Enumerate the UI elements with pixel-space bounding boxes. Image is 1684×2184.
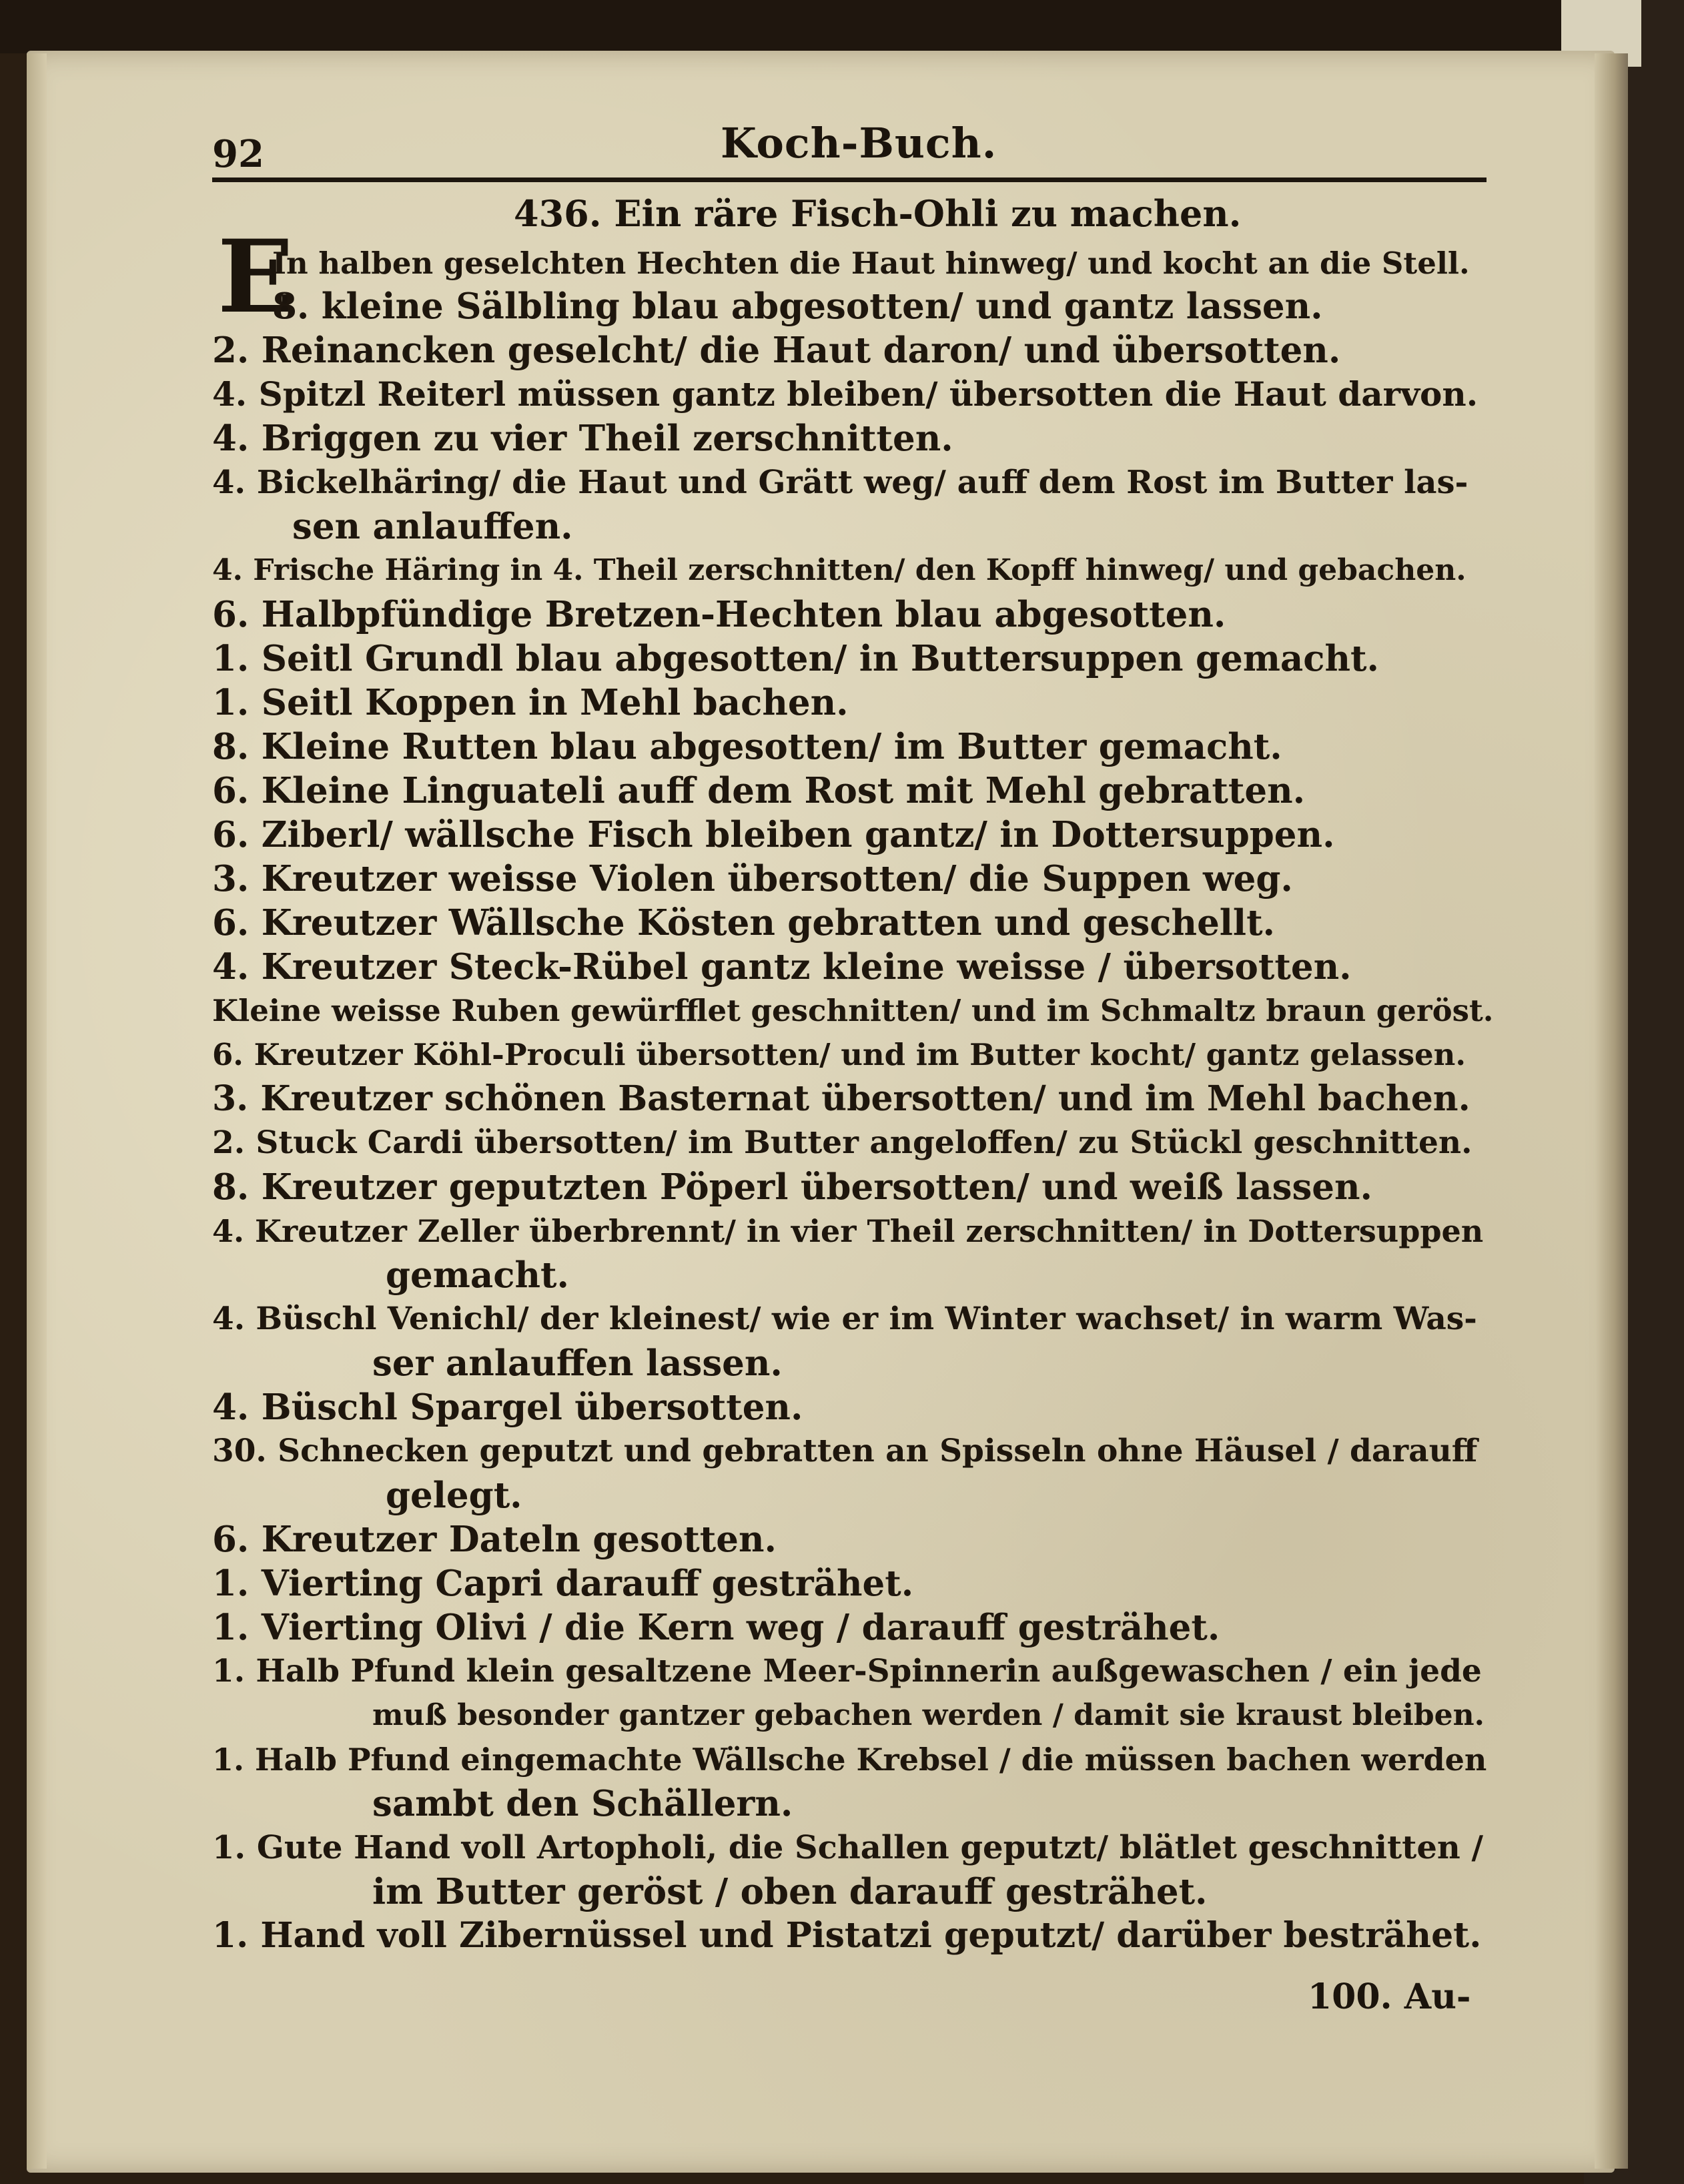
text-line: 1. Vierting Olivi / die Kern weg / darauff gesträhet. (212, 1607, 1220, 1648)
text-line: 1. Gute Hand voll Artopholi, die Schallen geputzt/ blätlet geschnitten / (212, 1829, 1484, 1866)
recipe-title: 436. Ein räre Fisch-Ohli zu machen. (514, 192, 1242, 235)
text-line: 4. Kreutzer Steck-Rübel gantz kleine weisse / übersotten. (212, 946, 1352, 988)
text-line: 4. Kreutzer Zeller überbrennt/ in vier Theil zerschnitten/ in Dottersuppen (212, 1213, 1484, 1249)
text-line: 6. Kleine Linguateli auff dem Rost mit Mehl gebratten. (212, 770, 1306, 811)
text-line: 1. Halb Pfund klein gesaltzene Meer-Spinnerin außgewaschen / ein jede (212, 1653, 1482, 1690)
text-line: 6. Kreutzer Köhl-Proculi übersotten/ und im Butter kocht/ gantz gelassen. (212, 1037, 1466, 1072)
page-number: 92 (212, 132, 264, 176)
text-line: gemacht. (386, 1254, 569, 1296)
text-line: 1. Hand voll Zibernüssel und Pistatzi geputzt/ darüber besträhet. (212, 1915, 1482, 1956)
text-line: 8. kleine Sälbling blau abgesotten/ und gantz lassen. (272, 286, 1323, 327)
text-line: 4. Briggen zu vier Theil zerschnitten. (212, 418, 953, 459)
text-line: 6. Kreutzer Dateln gesotten. (212, 1519, 777, 1560)
text-line: muß besonder gantzer gebachen werden / damit sie kraust bleiben. (372, 1698, 1485, 1732)
drop-cap: E (218, 218, 294, 336)
text-line: sambt den Schällern. (372, 1783, 793, 1824)
page-edge-right (1595, 53, 1628, 2169)
text-line: 4. Büschl Spargel übersotten. (212, 1387, 803, 1428)
text-line: ser anlauffen lassen. (372, 1343, 783, 1384)
text-line: 4. Spitzl Reiterl müssen gantz bleiben/ übersotten die Haut darvon. (212, 374, 1479, 414)
text-line: 6. Kreutzer Wällsche Kösten gebratten und geschellt. (212, 902, 1276, 944)
text-line: 30. Schnecken geputzt und gebratten an Spisseln ohne Häusel / darauff (212, 1433, 1478, 1469)
text-line: sen anlauffen. (292, 506, 573, 547)
text-line: Kleine weisse Ruben gewürfflet geschnitten/ und im Schmaltz braun geröst. (212, 993, 1494, 1028)
text-line: 8. Kreutzer geputzten Pöperl übersotten/ und weiß lassen. (212, 1166, 1372, 1208)
text-line: 3. Kreutzer schönen Basternat übersotten/ und im Mehl bachen. (212, 1078, 1470, 1119)
catchword: 100. Au- (1308, 1976, 1471, 2017)
text-line: 4. Büschl Venichl/ der kleinest/ wie er im Winter wachset/ in warm Was- (212, 1301, 1477, 1337)
text-line: 4. Frische Häring in 4. Theil zerschnitten/ den Kopff hinweg/ und gebachen. (212, 553, 1466, 587)
text-line: 1. Vierting Capri darauff gesträhet. (212, 1563, 914, 1604)
text-line: gelegt. (386, 1475, 522, 1516)
header-rule (212, 177, 1487, 182)
text-line: 2. Reinancken geselcht/ die Haut daron/ und übersotten. (212, 330, 1341, 371)
text-line: 2. Stuck Cardi übersotten/ im Butter angeloffen/ zu Stückl geschnitten. (212, 1124, 1472, 1161)
text-line: 1. Seitl Grundl blau abgesotten/ in Buttersuppen gemacht. (212, 638, 1379, 679)
text-line: im Butter geröst / oben darauff gesträhet. (372, 1871, 1208, 1912)
page-edge-left (27, 53, 47, 2169)
text-line: 1. Seitl Koppen in Mehl bachen. (212, 682, 849, 723)
background-top (0, 0, 1684, 53)
text-line: 8. Kleine Rutten blau abgesotten/ im Butter gemacht. (212, 726, 1282, 767)
text-line: 4. Bickelhäring/ die Haut und Grätt weg/ auff dem Rost im Butter las- (212, 464, 1468, 501)
text-line: 6. Halbpfündige Bretzen-Hechten blau abgesotten. (212, 594, 1226, 635)
text-line: 1. Halb Pfund eingemachte Wällsche Krebsel / die müssen bachen werden (212, 1742, 1487, 1778)
running-head: Koch-Buch. (721, 119, 997, 167)
text-line: 3. Kreutzer weisse Violen übersotten/ die Suppen weg. (212, 858, 1293, 899)
text-line: 6. Ziberl/ wällsche Fisch bleiben gantz/ in Dottersuppen. (212, 814, 1335, 855)
text-line: In halben geselchten Hechten die Haut hinweg/ und kocht an die Stell. (272, 246, 1470, 281)
